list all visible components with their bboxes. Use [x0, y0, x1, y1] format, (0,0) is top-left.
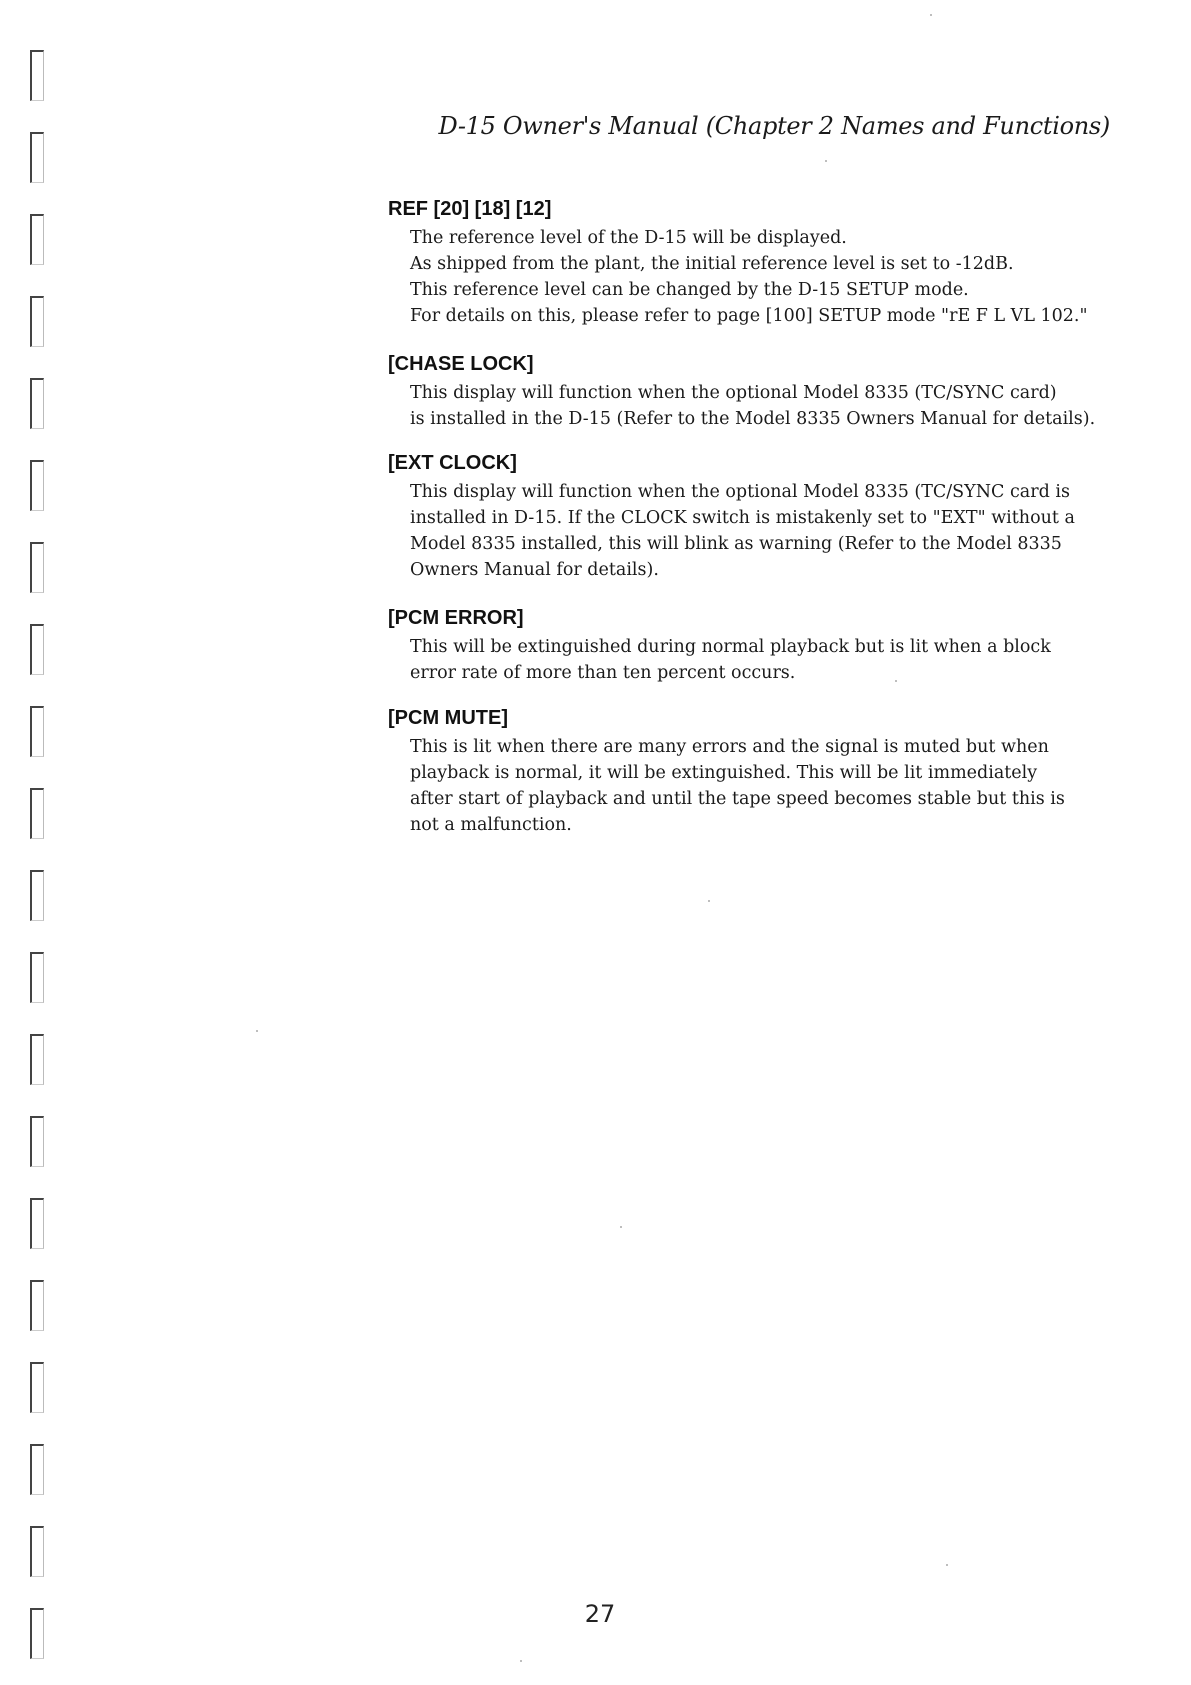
scan-speck	[930, 14, 932, 16]
body-line: error rate of more than ten percent occurs.	[410, 663, 796, 683]
body-line: This is lit when there are many errors and the signal is muted but when	[410, 737, 1049, 757]
binding-mark	[30, 1362, 44, 1413]
page-number: 27	[584, 1600, 616, 1628]
section-pcm-error	[388, 607, 1118, 686]
body-line: is installed in the D-15 (Refer to the Model 8335 Owners Manual for details).	[410, 409, 1096, 429]
scan-speck	[895, 680, 897, 682]
binding-mark	[30, 1198, 44, 1249]
section-heading: REF [20] [18] [12]	[388, 198, 552, 220]
binding-mark	[30, 788, 44, 839]
binding-mark	[30, 296, 44, 347]
section-body	[410, 634, 1118, 686]
body-line: This reference level can be changed by the D-15 SETUP mode.	[410, 280, 969, 300]
section-body	[410, 734, 1118, 838]
binding-mark	[30, 460, 44, 511]
binding-mark	[30, 952, 44, 1003]
body-line: The reference level of the D-15 will be displayed.	[410, 228, 847, 248]
binding-mark	[30, 378, 44, 429]
scan-speck	[825, 160, 827, 162]
body-line: Model 8335 installed, this will blink as warning (Refer to the Model 8335	[410, 534, 1062, 554]
scan-speck	[620, 1226, 622, 1228]
section-heading: [CHASE LOCK]	[388, 353, 534, 375]
binding-mark	[30, 1280, 44, 1331]
scan-speck	[256, 1030, 258, 1032]
scan-speck	[520, 1660, 522, 1662]
binding-mark	[30, 624, 44, 675]
binding-mark	[30, 870, 44, 921]
binding-mark	[30, 50, 44, 101]
binding-mark	[30, 214, 44, 265]
binding-mark	[30, 1608, 44, 1659]
binding-mark	[30, 1034, 44, 1085]
body-line: As shipped from the plant, the initial reference level is set to -12dB.	[410, 254, 1014, 274]
section-body	[410, 225, 1118, 329]
body-line: This will be extinguished during normal playback but is lit when a block	[410, 637, 1051, 657]
section-ref	[388, 198, 1118, 329]
binding-mark	[30, 132, 44, 183]
body-line: not a malfunction.	[410, 815, 572, 835]
section-body	[410, 380, 1118, 432]
section-chase-lock	[388, 353, 1118, 432]
scan-speck	[946, 1564, 948, 1566]
body-line: playback is normal, it will be extinguished. This will be lit immediately	[410, 763, 1038, 783]
body-line: Owners Manual for details).	[410, 560, 659, 580]
section-heading: [EXT CLOCK]	[388, 452, 517, 474]
scan-speck	[708, 900, 710, 902]
binding-mark	[30, 1116, 44, 1167]
body-line: after start of playback and until the tape speed becomes stable but this is	[410, 789, 1065, 809]
section-pcm-mute	[388, 707, 1118, 838]
page-header-title: D-15 Owner's Manual (Chapter 2 Names and Functions)	[438, 112, 1110, 140]
body-line: installed in D-15. If the CLOCK switch is mistakenly set to "EXT" without a	[410, 508, 1075, 528]
body-line: For details on this, please refer to page [100] SETUP mode "rE F L VL 102."	[410, 306, 1088, 326]
section-heading: [PCM MUTE]	[388, 707, 508, 729]
section-heading: [PCM ERROR]	[388, 607, 524, 629]
binding-mark	[30, 1526, 44, 1577]
section-body	[410, 479, 1118, 583]
binding-mark	[30, 1444, 44, 1495]
section-ext-clock	[388, 452, 1118, 583]
binding-mark	[30, 542, 44, 593]
body-line: This display will function when the optional Model 8335 (TC/SYNC card is	[410, 482, 1070, 502]
body-line: This display will function when the optional Model 8335 (TC/SYNC card)	[410, 383, 1057, 403]
binding-mark	[30, 706, 44, 757]
